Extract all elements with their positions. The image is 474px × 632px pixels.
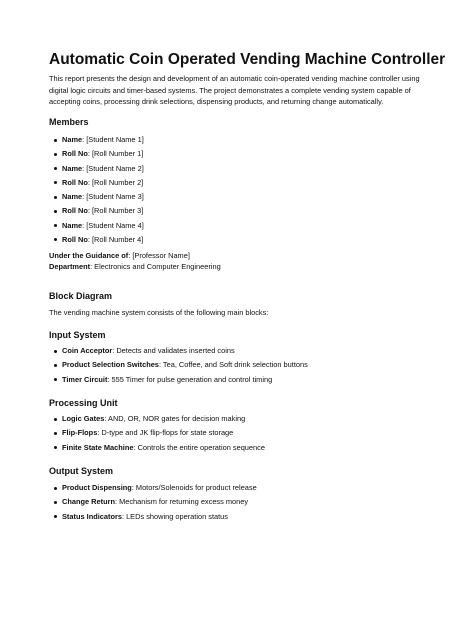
item-value: : Tea, Coffee, and Soft drink selection buttons (158, 360, 308, 370)
item-label: Roll No (62, 206, 88, 216)
list-item (49, 495, 257, 509)
list-item (49, 219, 144, 233)
item-label: Change Return (62, 497, 115, 507)
members-list (49, 133, 144, 247)
list-item (49, 510, 257, 524)
block-diagram-text: The vending machine system consists of the following main blocks: (49, 308, 269, 317)
list-item (49, 426, 265, 440)
list-item (49, 133, 144, 147)
bullet-icon (54, 501, 57, 504)
bullet-icon (54, 224, 57, 227)
item-value: : AND, OR, NOR gates for decision making (104, 414, 246, 423)
item-value: : Detects and validates inserted coins (112, 346, 235, 355)
list-item (49, 441, 265, 455)
item-label: Name (62, 163, 83, 173)
output-system-list (49, 481, 257, 524)
item-value: : [Student Name 2] (82, 163, 144, 173)
input-system-heading: Input System (49, 330, 106, 340)
list-item (49, 190, 144, 204)
list-item (49, 358, 308, 372)
department-line (49, 261, 221, 272)
guidance-line (49, 250, 190, 261)
bullet-icon (54, 418, 57, 421)
input-system-list (49, 344, 308, 387)
list-item (49, 373, 308, 387)
item-label: Name (62, 220, 83, 230)
item-label: Roll No (62, 177, 88, 187)
list-item (49, 481, 257, 495)
item-value: : [Student Name 1] (82, 135, 144, 144)
bullet-icon (54, 446, 57, 449)
page-title: Automatic Coin Operated Vending Machine Controller (49, 51, 446, 68)
bullet-icon (54, 364, 57, 367)
item-value: : Controls the entire operation sequence (133, 442, 265, 452)
item-label: Name (62, 192, 83, 201)
bullet-icon (54, 378, 57, 381)
guidance-value: : [Professor Name] (128, 251, 190, 260)
item-label: Timer Circuit (62, 374, 108, 384)
item-label: Logic Gates (62, 414, 105, 423)
item-value: : Motors/Solenoids for product release (131, 483, 257, 492)
item-label: Roll No (62, 149, 88, 159)
list-item (49, 233, 144, 247)
item-label: Product Dispensing (62, 483, 132, 492)
item-value: : Mechanism for returning excess money (114, 497, 249, 507)
list-item (49, 162, 144, 176)
item-value: : [Roll Number 3] (87, 206, 144, 216)
item-value: : 555 Timer for pulse generation and control timing (107, 374, 273, 384)
list-item (49, 176, 144, 190)
bullet-icon (54, 181, 57, 184)
bullet-icon (54, 515, 57, 518)
item-label: Finite State Machine (62, 442, 134, 452)
item-value: : [Roll Number 1] (87, 149, 144, 159)
item-label: Name (62, 135, 83, 144)
guidance-label: Under the Guidance of (49, 251, 129, 260)
bullet-icon (54, 487, 57, 490)
processing-unit-heading: Processing Unit (49, 398, 118, 408)
item-label: Flip-Flops (62, 428, 98, 438)
list-item (49, 147, 144, 161)
item-label: Roll No (62, 234, 88, 244)
bullet-icon (54, 238, 57, 241)
intro-paragraph: This report presents the design and development of an automatic coin-operated vending machine controller using digital logic circuits and timer-based systems. The project demonstrates a complete vending system capable of accepting coins, processing drink selections, dispensing products, and returning change automatically. (49, 74, 420, 106)
members-heading: Members (49, 117, 89, 127)
department-value: : Electronics and Computer Engineering (90, 262, 221, 271)
bullet-icon (54, 153, 57, 156)
item-value: : LEDs showing operation status (121, 511, 228, 521)
processing-unit-list (49, 412, 265, 455)
item-label: Coin Acceptor (62, 346, 113, 355)
bullet-icon (54, 196, 57, 199)
output-system-heading: Output System (49, 466, 114, 476)
block-diagram-heading: Block Diagram (49, 291, 113, 301)
list-item (49, 412, 265, 426)
item-value: : D-type and JK flip-flops for state storage (97, 428, 234, 438)
item-value: : [Student Name 4] (82, 220, 144, 230)
list-item (49, 204, 144, 218)
bullet-icon (54, 210, 57, 213)
bullet-icon (54, 432, 57, 435)
item-value: : [Roll Number 2] (87, 177, 144, 187)
bullet-icon (54, 167, 57, 170)
department-label: Department (49, 262, 91, 271)
bullet-icon (54, 139, 57, 142)
item-value: : [Student Name 3] (82, 192, 144, 201)
bullet-icon (54, 350, 57, 353)
item-label: Status Indicators (62, 511, 122, 521)
list-item (49, 344, 308, 358)
item-value: : [Roll Number 4] (87, 234, 144, 244)
item-label: Product Selection Switches (62, 360, 159, 370)
